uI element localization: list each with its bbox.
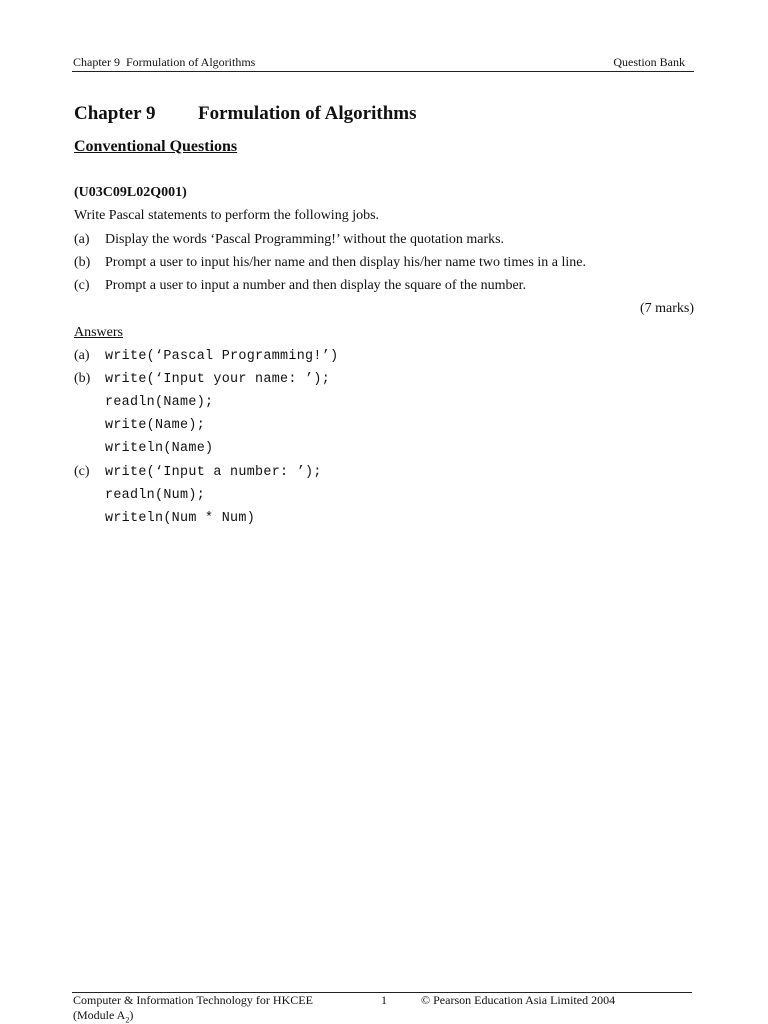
answer-code-line: writeln(Num * Num) [105,511,256,526]
question-intro: Write Pascal statements to perform the following jobs. [74,208,380,223]
answers-heading: Answers [74,325,123,340]
answer-code-line: write(Name); [105,418,206,433]
part-b-label: (b) [74,255,91,270]
part-b-text: Prompt a user to input his/her name and then display his/her name two times in a line. [105,255,586,270]
answer-code-line: write(‘Input a number: ’); [105,465,322,480]
part-c-text: Prompt a user to input a number and then display the square of the number. [105,278,527,293]
answer-c-label: (c) [74,464,90,479]
chapter-title: Formulation of Algorithms [198,103,417,124]
answer-code-line: write(‘Pascal Programming!’) [105,349,339,364]
marks: (7 marks) [639,301,694,316]
answer-code-line: write(‘Input your name: ’); [105,372,331,387]
footer-book-title: Computer & Information Technology for HKCEE [73,993,313,1007]
part-a-label: (a) [74,232,90,247]
page-number: 1 [381,993,387,1007]
answer-a-label: (a) [74,348,90,363]
part-c-label: (c) [74,278,90,293]
footer-copyright: © Pearson Education Asia Limited 2004 [421,993,616,1007]
part-a-text: Display the words ‘Pascal Programming!’ without the quotation marks. [105,232,505,247]
answer-code-line: readln(Name); [105,395,214,410]
answer-b-label: (b) [74,371,91,386]
header-divider [72,71,694,72]
running-header-left: Chapter 9 Formulation of Algorithms [73,55,256,69]
answer-code-line: readln(Num); [105,488,206,503]
footer-module: (Module $A_2$) [73,1008,134,1024]
question-id: (U03C09L02Q001) [74,185,187,200]
answer-code-line: writeln(Name) [105,441,214,456]
running-header-right: Question Bank [613,55,685,69]
section-title: Conventional Questions [74,138,238,155]
chapter-number: Chapter 9 [74,103,156,124]
